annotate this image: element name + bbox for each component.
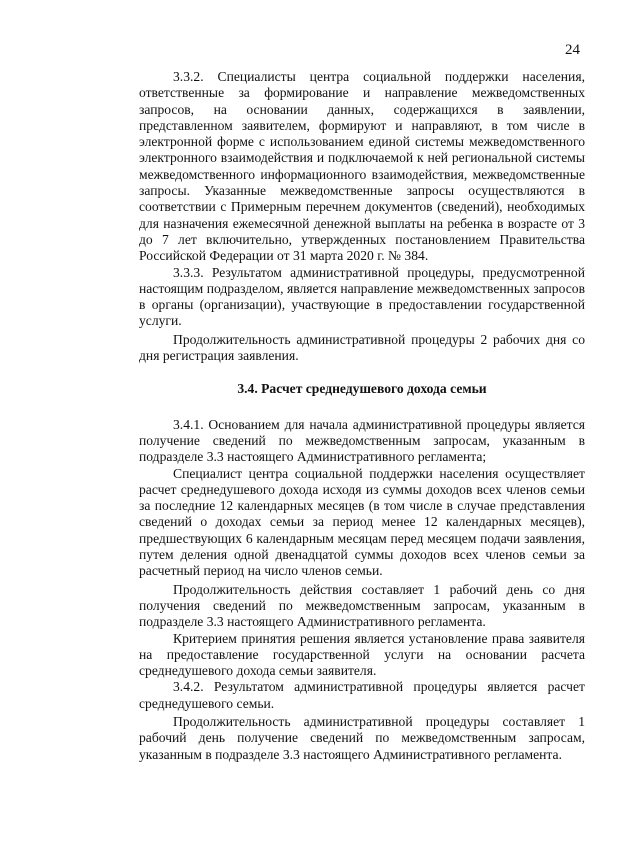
- paragraph-duration-3-4-1: Продолжительность действия составляет 1 рабочий день со дня получения сведений по межведомственным запросам, указанным в подразделе 3.3 настоящего Административного регламента.: [139, 581, 585, 630]
- document-body: [139, 69, 585, 763]
- paragraph-duration-3-3: Продолжительность административной процедуры 2 рабочих дня со дня регистрация заявления.: [139, 331, 585, 364]
- page-number: 24: [565, 42, 580, 58]
- paragraph-3-3-3: 3.3.3. Результатом административной процедуры, предусмотренной настоящим подразделом, является направление межведомственных запросов в органы (организации), участвующие в предоставлении государственной услуги.: [139, 264, 585, 329]
- paragraph-decision-criterion: Критерием принятия решения является установление права заявителя на предоставление государственной услуги на основании расчета среднедушевого дохода семьи заявителя.: [139, 630, 585, 679]
- paragraph-3-4-1: 3.4.1. Основанием для начала административной процедуры является получение сведений по межведомственным запросам, указанным в подразделе 3.3 настоящего Административного регламента;: [139, 416, 585, 465]
- paragraph-3-3-2: 3.3.2. Специалисты центра социальной поддержки населения, ответственные за формирование и направление межведомственных запросов, на основании данных, содержащихся в заявлении, представленном заявителем, формируют и направляют, в том числе в электронной форме с использованием единой системы межведомственного электронного взаимодействия и подключаемой к ней региональной системы межведомственного информационного взаимодействия, межведомственные запросы. Указанные межведомственные запросы осуществляются в соответствии с Примерным перечнем документов (сведений), необходимых для назначения ежемесячной денежной выплаты на ребенка в возрасте от 3 до 7 лет включительно, утвержденных постановлением Правительства Российской Федерации от 31 марта 2020 г. № 384.: [139, 69, 585, 264]
- paragraph-duration-3-4-2: Продолжительность административной процедуры составляет 1 рабочий день получение сведений по межведомственным запросам, указанным в подразделе 3.3 настоящего Административного регламента.: [139, 713, 585, 762]
- section-heading-3-4: 3.4. Расчет среднедушевого дохода семьи: [237, 381, 487, 397]
- paragraph-3-4-2: 3.4.2. Результатом административной процедуры является расчет среднедушевого семьи.: [139, 679, 585, 711]
- paragraph-specialist: Специалист центра социальной поддержки населения осуществляет расчет среднедушевого дохода исходя из суммы доходов всех членов семьи за последние 12 календарных месяцев (в том числе в случае представления сведений о доходах семьи за период менее 12 календарных месяцев), предшествующих 6 календарным месяцам перед месяцем подачи заявления, путем деления одной двенадцатой суммы доходов всех членов семьи за расчетный период на число членов семьи.: [139, 465, 585, 579]
